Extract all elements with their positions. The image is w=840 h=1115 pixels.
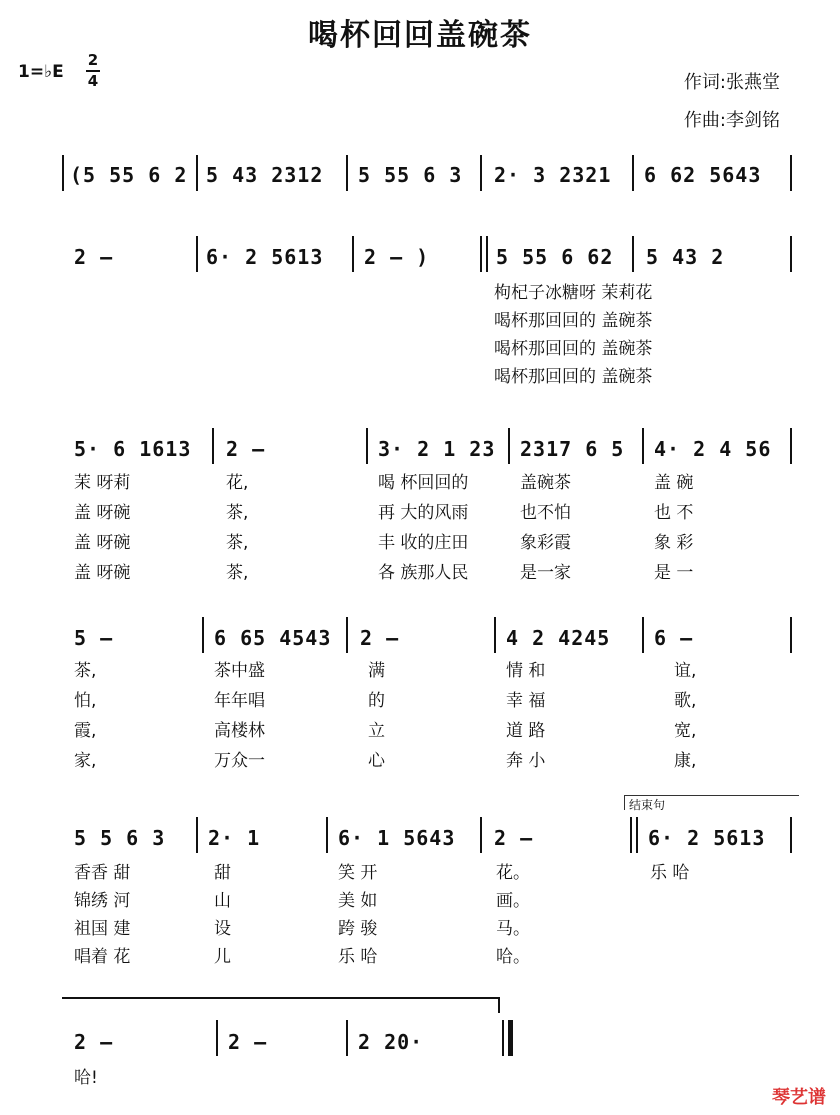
measure: 6· 1 5643 xyxy=(338,826,456,850)
lyric: 画。 xyxy=(496,891,530,911)
measure: 2317 6 5 xyxy=(520,437,625,461)
lyric: 茉 呀莉 xyxy=(74,473,131,493)
lyric: 跨 骏 xyxy=(338,919,378,939)
lyric: 是一家 xyxy=(520,563,571,583)
lyric: 霞, xyxy=(74,721,97,741)
lyric: 万众一 xyxy=(214,751,265,771)
barline xyxy=(494,617,496,653)
lyric-line: 枸杞子冰糖呀 茉莉花 xyxy=(494,283,653,303)
measure: 4· 2 4 56 xyxy=(654,437,772,461)
measure: 5 – xyxy=(74,626,114,650)
barline xyxy=(642,428,644,464)
measure: 2 – xyxy=(74,1030,114,1054)
lyric: 歌, xyxy=(674,691,697,711)
barline xyxy=(480,236,482,272)
lyric: 康, xyxy=(674,751,697,771)
measure: 5 55 6 3 xyxy=(358,163,463,187)
lyric: 设 xyxy=(214,919,231,939)
lyric: 盖 呀碗 xyxy=(74,533,131,553)
lyric: 道 路 xyxy=(506,721,546,741)
lyric: 满 xyxy=(368,661,385,681)
final-barline-thin xyxy=(502,1020,504,1056)
lyric: 再 大的风雨 xyxy=(378,503,469,523)
barline xyxy=(346,1020,348,1056)
barline xyxy=(196,817,198,853)
lyric: 茶, xyxy=(226,503,249,523)
lyric: 奔 小 xyxy=(506,751,546,771)
barline xyxy=(642,617,644,653)
ending-bracket xyxy=(62,997,500,999)
measure: 2 20· xyxy=(358,1030,424,1054)
lyric: 也 不 xyxy=(654,503,694,523)
lyric: 乐 哈 xyxy=(338,947,378,967)
brand-logo: 琴艺谱 xyxy=(772,1087,826,1108)
lyric: 盖 呀碗 xyxy=(74,563,131,583)
lyric: 茶中盛 xyxy=(214,661,265,681)
barline xyxy=(508,428,510,464)
barline xyxy=(196,236,198,272)
lyric: 也不怕 xyxy=(520,503,571,523)
lyric: 情 和 xyxy=(506,661,546,681)
barline xyxy=(632,236,634,272)
lyric: 笑 开 xyxy=(338,863,378,883)
lyric: 的 xyxy=(368,691,385,711)
measure: 6 65 4543 xyxy=(214,626,332,650)
lyric: 是 一 xyxy=(654,563,694,583)
lyric: 高楼林 xyxy=(214,721,265,741)
lyric: 年年唱 xyxy=(214,691,265,711)
measure: 6 – xyxy=(654,626,694,650)
barline xyxy=(202,617,204,653)
measure: 2 – xyxy=(226,437,266,461)
measure: 2· 1 xyxy=(208,826,261,850)
barline xyxy=(346,617,348,653)
lyric: 哈! xyxy=(74,1068,98,1088)
measure: 5 43 2 xyxy=(646,245,725,269)
barline xyxy=(790,617,792,653)
measure: 3· 2 1 23 xyxy=(378,437,496,461)
lyric: 唱着 花 xyxy=(74,947,131,967)
lyric: 盖碗茶 xyxy=(520,473,571,493)
lyric: 乐 哈 xyxy=(650,863,690,883)
measure: 2 – xyxy=(228,1030,268,1054)
meter-bottom: 4 xyxy=(87,72,99,90)
barline xyxy=(630,817,632,853)
lyric: 象彩霞 xyxy=(520,533,571,553)
barline xyxy=(196,155,198,191)
lyric-line: 喝杯那回回的 盖碗茶 xyxy=(494,367,653,387)
measure: 5 55 6 62 xyxy=(496,245,614,269)
barline xyxy=(790,428,792,464)
lyric: 香香 甜 xyxy=(74,863,131,883)
barline xyxy=(480,817,482,853)
lyric: 喝 杯回回的 xyxy=(378,473,469,493)
barline xyxy=(636,817,638,853)
lyric: 马。 xyxy=(496,919,530,939)
meter-top: 2 xyxy=(87,51,99,69)
barline xyxy=(790,236,792,272)
lyric: 锦绣 河 xyxy=(74,891,131,911)
composer-credit: 作曲:李剑铭 xyxy=(683,110,780,131)
barline xyxy=(216,1020,218,1056)
barline xyxy=(346,155,348,191)
measure: 2 – ) xyxy=(364,245,430,269)
barline xyxy=(486,236,488,272)
lyric: 茶, xyxy=(226,533,249,553)
measure: 4 2 4245 xyxy=(506,626,611,650)
measure: 2 – xyxy=(360,626,400,650)
lyric: 丰 收的庄田 xyxy=(378,533,469,553)
measure: 2 – xyxy=(74,245,114,269)
page-title: 喝杯回回盖碗茶 xyxy=(308,18,532,53)
lyric: 花, xyxy=(226,473,249,493)
lyric: 儿 xyxy=(214,947,231,967)
measure: 5 5 6 3 xyxy=(74,826,166,850)
barline xyxy=(632,155,634,191)
lyric-line: 喝杯那回回的 盖碗茶 xyxy=(494,339,653,359)
measure: 6· 2 5613 xyxy=(648,826,766,850)
lyric: 盖 呀碗 xyxy=(74,503,131,523)
lyric: 茶, xyxy=(226,563,249,583)
measure: 2 – xyxy=(494,826,534,850)
barline xyxy=(62,155,64,191)
final-barline-thick xyxy=(508,1020,513,1056)
lyric: 美 如 xyxy=(338,891,378,911)
lyric: 各 族那人民 xyxy=(378,563,469,583)
lyric: 宽, xyxy=(674,721,697,741)
lyric: 祖国 建 xyxy=(74,919,131,939)
barline xyxy=(480,155,482,191)
section-label: 结束句 xyxy=(624,795,799,810)
lyric: 立 xyxy=(368,721,385,741)
key-signature: 1=♭E xyxy=(18,62,64,82)
barline xyxy=(790,155,792,191)
measure: 6· 2 5613 xyxy=(206,245,324,269)
lyric: 甜 xyxy=(214,863,231,883)
ending-bracket-end xyxy=(498,997,500,1013)
barline xyxy=(326,817,328,853)
lyric: 谊, xyxy=(674,661,697,681)
lyric: 哈。 xyxy=(496,947,530,967)
barline xyxy=(212,428,214,464)
lyric: 象 彩 xyxy=(654,533,694,553)
time-signature xyxy=(86,52,100,90)
measure: 5 43 2312 xyxy=(206,163,324,187)
lyric: 幸 福 xyxy=(506,691,546,711)
lyricist-credit: 作词:张燕堂 xyxy=(683,72,780,93)
lyric: 茶, xyxy=(74,661,97,681)
barline xyxy=(366,428,368,464)
lyric: 山 xyxy=(214,891,231,911)
lyric: 怕, xyxy=(74,691,97,711)
lyric: 心 xyxy=(368,751,385,771)
measure: 6 62 5643 xyxy=(644,163,762,187)
lyric: 盖 碗 xyxy=(654,473,694,493)
lyric-line: 喝杯那回回的 盖碗茶 xyxy=(494,311,653,331)
measure: 5· 6 1613 xyxy=(74,437,192,461)
lyric: 家, xyxy=(74,751,97,771)
measure: (5 55 6 2 xyxy=(70,163,188,187)
barline xyxy=(790,817,792,853)
lyric: 花。 xyxy=(496,863,530,883)
measure: 2· 3 2321 xyxy=(494,163,612,187)
barline xyxy=(352,236,354,272)
